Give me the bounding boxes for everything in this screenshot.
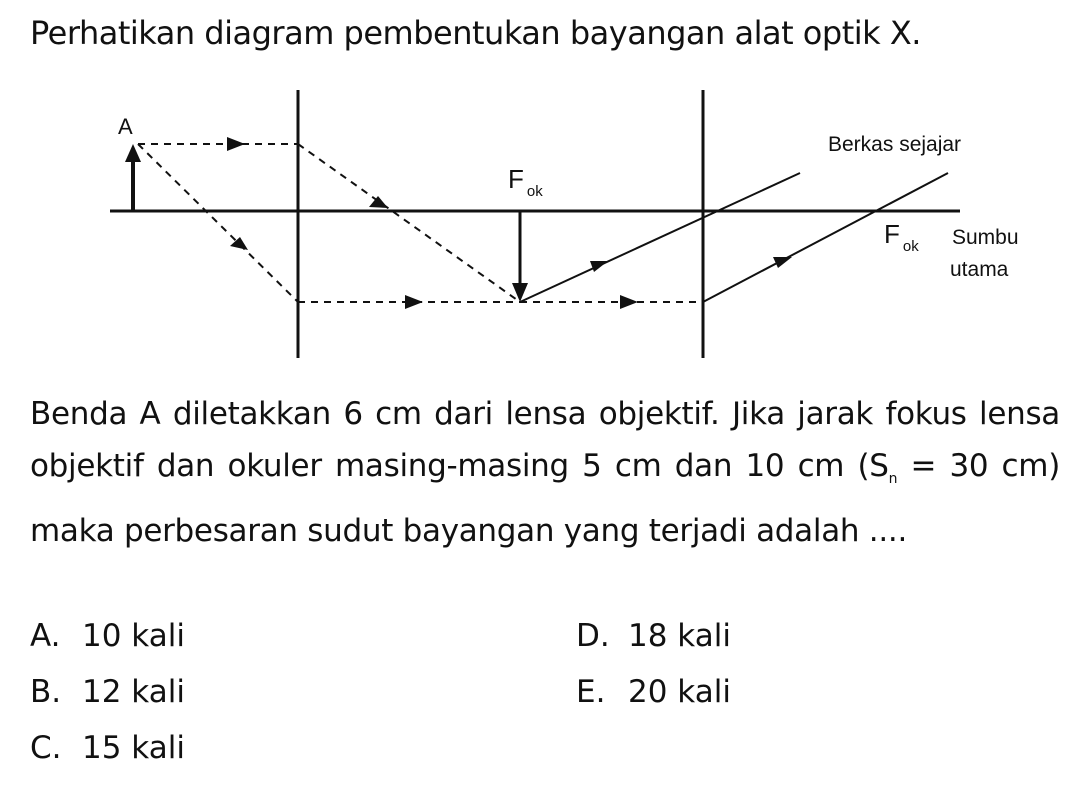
option-a[interactable] — [30, 618, 185, 654]
ray-arrowhead — [590, 261, 608, 272]
paragraph-part2: = 30 cm) maka perbesaran sudut bayangan yang terjadi adalah .... — [30, 448, 1060, 550]
option-letter: A. — [30, 618, 61, 654]
option-d[interactable] — [576, 618, 731, 654]
option-letter: E. — [576, 674, 606, 710]
option-letter: B. — [30, 674, 62, 710]
axis-label-line2: utama — [950, 258, 1009, 281]
parallel-beam-label: Berkas sejajar — [828, 133, 962, 156]
parallel-ray-1 — [520, 173, 800, 302]
option-text: 15 kali — [82, 730, 185, 766]
paragraph-subscript: n — [888, 471, 898, 488]
option-text: 20 kali — [628, 674, 731, 710]
focus-label-eyepiece: F $_{ok}$ — [884, 219, 919, 255]
option-text: 12 kali — [82, 674, 185, 710]
ray-refracted-objective — [298, 144, 520, 302]
option-letter: D. — [576, 618, 610, 654]
object-label: A — [118, 114, 133, 139]
axis-label-line1: Sumbu — [952, 226, 1019, 249]
ray-arrowhead — [620, 295, 638, 309]
option-b[interactable] — [30, 674, 185, 710]
option-letter: C. — [30, 730, 62, 766]
paragraph-part1: Benda A diletakkan 6 cm dari lensa objektif. Jika jarak fokus lensa objektif dan okuler masing-masing 5 cm dan 10 cm (S — [30, 396, 1060, 484]
ray-arrowhead — [405, 295, 423, 309]
ray-arrowhead — [227, 137, 245, 151]
question-paragraph — [30, 388, 1060, 557]
ray-arrowhead — [369, 196, 388, 208]
ray-arrowhead — [230, 237, 248, 250]
option-text: 10 kali — [82, 618, 185, 654]
ray-arrowhead — [773, 257, 792, 268]
option-c[interactable] — [30, 730, 185, 766]
ray-through-center — [138, 144, 298, 302]
option-text: 18 kali — [628, 618, 731, 654]
object-arrowhead — [125, 144, 141, 162]
focus-label-objective: F $_{ok}$ — [508, 164, 543, 200]
optical-diagram — [0, 80, 1086, 370]
option-e[interactable] — [576, 674, 731, 710]
question-intro: Perhatikan diagram pembentukan bayangan alat optik X. — [30, 14, 921, 52]
